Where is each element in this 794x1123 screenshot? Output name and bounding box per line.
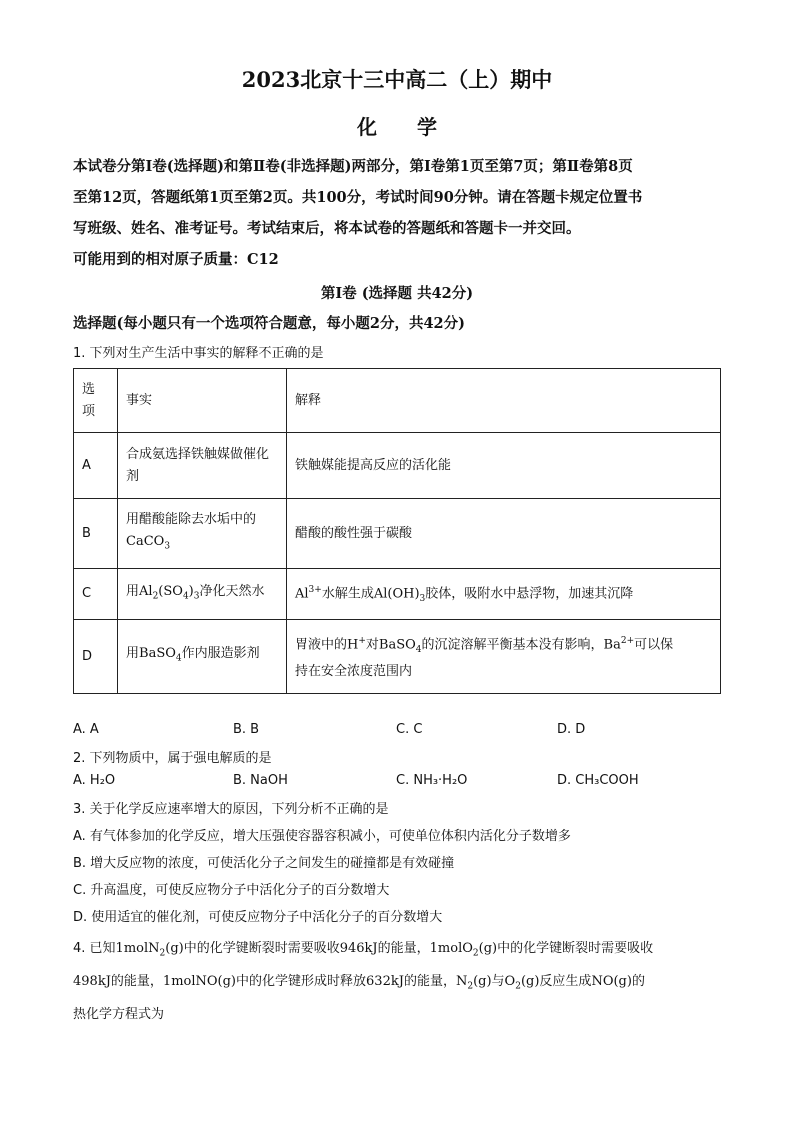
row-b-fact (118, 499, 287, 569)
text-span: 对 (365, 637, 379, 653)
q2-choice-d: D. CH₃COOH (557, 773, 639, 788)
table-row (74, 433, 721, 499)
table-row (74, 569, 721, 620)
row-a-fact-line1: 合成氨选择铁触媒做催化 (126, 446, 270, 462)
q3-option-c: C. 升高温度，可使反应物分子中活化分子的百分数增大 (73, 883, 390, 898)
row-d-ex-line2: 持在安全浓度范围内 (295, 663, 413, 679)
energy-value: 498kJ (73, 974, 111, 989)
state-g: (g) (473, 974, 492, 989)
row-b-fact-line2 (126, 531, 278, 558)
ion-charge: 2+ (620, 636, 635, 647)
row-d-ex-line1 (295, 630, 712, 661)
q3-option-d: D. 使用适宜的催化剂，可使反应物分子中活化分子的百分数增大 (73, 910, 443, 925)
section-instruction: 选择题(每小题只有一个选项符合题意，每小题2分，共42分) (73, 315, 465, 332)
formula-sub: 2 (515, 981, 521, 992)
row-c-fact-pre: 用 (126, 583, 140, 599)
intro-line-2: 至第12页，答题纸第1页至第2页。共100分，考试时间90分钟。请在答题卡规定位置书 (73, 189, 643, 206)
question-3-stem: 3. 关于化学反应速率增大的原因，下列分析不正确的是 (73, 802, 389, 817)
formula-al: Al (139, 583, 153, 599)
formula-n2: 1molN (115, 941, 160, 956)
row-a-fact (118, 433, 287, 499)
q1-choice-d: D. D (557, 722, 586, 737)
question-4-line2 (73, 970, 645, 992)
text-span: 反应生成 (539, 974, 592, 989)
header-option-bottom: 项 (82, 403, 96, 419)
formula-sub: 4 (175, 653, 182, 664)
formula-sub: 4 (182, 591, 189, 602)
row-c-ex-text2: 胶体，吸附水中悬浮物，加速其沉降 (425, 585, 634, 601)
formula-baso: BaSO (378, 637, 416, 653)
ion-al: Al (295, 585, 309, 601)
row-c-explanation (287, 569, 721, 620)
formula-no: NO(g) (591, 974, 632, 989)
q2-choice-a: A. H₂O (73, 773, 116, 788)
text-span: 的沉淀溶解平衡基本没有影响， (421, 637, 604, 653)
energy-value: 632kJ (366, 974, 404, 989)
formula-sub: 4 (415, 644, 422, 655)
ion-h: H (347, 637, 359, 653)
intro-line-3: 写班级、姓名、准考证号。考试结束后，将本试卷的答题纸和答题卡一并交回。 (73, 220, 581, 237)
row-c-ex-text1: 水解生成 (321, 585, 374, 601)
row-d-fact-post: 作内服造影剂 (181, 646, 260, 662)
text-span: 中的化学键断裂时需要吸收 (497, 941, 654, 956)
q2-choice-b: B. NaOH (233, 773, 288, 788)
text-span: 4. 已知 (73, 941, 116, 956)
formula-sub: 2 (472, 948, 479, 959)
header-fact: 事实 (118, 369, 287, 433)
row-d-explanation (287, 620, 721, 694)
row-c-fact-post: 净化天然水 (199, 583, 265, 599)
table-row (74, 499, 721, 569)
state-g: (g) (165, 941, 184, 956)
formula-n2: N (455, 974, 468, 989)
question-4-line3: 热化学方程式为 (73, 1007, 165, 1022)
formula-baso: BaSO (139, 646, 176, 662)
formula-aloh: Al(OH) (373, 585, 420, 601)
row-d-fact-pre: 用 (126, 646, 140, 662)
text-span: 的 (631, 974, 645, 989)
question-1-stem: 1. 下列对生产生活中事实的解释不正确的是 (73, 346, 324, 361)
q2-choice-c: C. NH₃·H₂O (396, 773, 468, 788)
row-a-option: A (74, 433, 118, 499)
header-option-top: 选 (82, 381, 96, 397)
formula-sub: 2 (159, 948, 166, 959)
formula-no: 1molNO(g) (162, 974, 237, 989)
energy-value: 946kJ (339, 941, 378, 956)
question-1-table (73, 368, 721, 694)
header-explanation: 解释 (287, 369, 721, 433)
text-span: 的能量， (377, 941, 430, 956)
text-span: 中的化学键形成时释放 (236, 974, 367, 989)
formula-sub: 2 (152, 591, 159, 602)
row-c-option: C (74, 569, 118, 620)
question-4-line1 (73, 937, 653, 959)
text-span: 与 (491, 974, 505, 989)
row-b-option: B (74, 499, 118, 569)
text-span: 中的化学键断裂时需要吸收 (183, 941, 340, 956)
row-d-option: D (74, 620, 118, 694)
q1-choice-b: B. B (233, 722, 260, 737)
formula-o2: O (504, 974, 516, 989)
question-2-stem: 2. 下列物质中，属于强电解质的是 (73, 751, 272, 766)
formula-o2: 1molO (429, 941, 473, 956)
state-g: (g) (520, 974, 540, 989)
ion-charge: + (358, 636, 366, 647)
page-title: 2023北京十三中高二（上）期中 (241, 67, 553, 92)
text-span: 胃液中的 (295, 637, 348, 653)
q3-option-a: A. 有气体参加的化学反应，增大压强使容器容积减小，可使单位体积内活化分子数增多 (73, 829, 571, 844)
formula-sub: 2 (467, 981, 474, 992)
row-d-fact (118, 620, 287, 694)
table-header-row (74, 369, 721, 433)
row-b-fact-line1: 用醋酸能除去水垢中的 (126, 512, 257, 528)
ion-charge: 3+ (308, 584, 322, 595)
text-span: 的能量， (403, 974, 456, 989)
formula-paren: ) (188, 583, 194, 599)
header-option (74, 369, 118, 433)
row-a-fact-line2: 剂 (126, 468, 140, 484)
row-a-explanation: 铁触媒能提高反应的活化能 (287, 433, 721, 499)
row-b-explanation: 醋酸的酸性强于碳酸 (287, 499, 721, 569)
q3-option-b: B. 增大反应物的浓度，可使活化分子之间发生的碰撞都是有效碰撞 (73, 856, 455, 871)
formula-sub: 3 (419, 593, 426, 604)
text-span: 的能量， (110, 974, 163, 989)
q1-choice-c: C. C (396, 722, 423, 737)
table-row (74, 620, 721, 694)
row-c-fact (118, 569, 287, 620)
text-span: 可以保 (634, 637, 674, 653)
formula-sub: 3 (193, 591, 200, 602)
formula-caco: CaCO (126, 534, 165, 550)
subject-title: 化 学 (357, 115, 437, 139)
ion-ba: Ba (603, 637, 621, 653)
formula-sub: 3 (164, 541, 171, 552)
intro-line-1: 本试卷分第Ⅰ卷(选择题)和第Ⅱ卷(非选择题)两部分，第Ⅰ卷第1页至第7页；第Ⅱ卷第8页 (73, 158, 633, 175)
q1-choice-a: A. A (73, 722, 99, 737)
state-g: (g) (478, 941, 498, 956)
section-title: 第Ⅰ卷 (选择题 共42分) (320, 285, 474, 302)
formula-so: (SO (158, 583, 183, 599)
intro-line-4: 可能用到的相对原子质量：C12 (73, 251, 279, 268)
